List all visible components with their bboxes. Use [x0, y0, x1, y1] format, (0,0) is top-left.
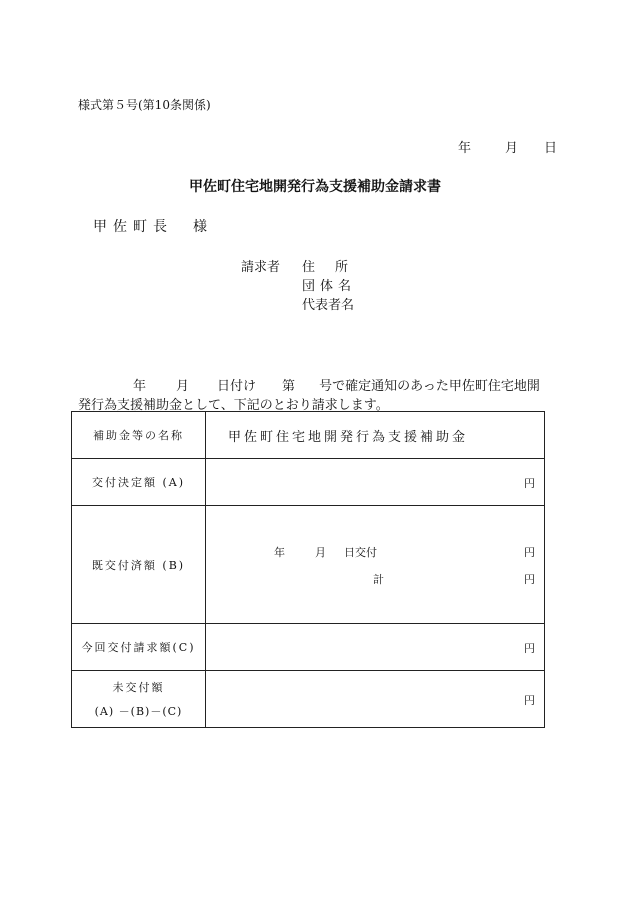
requester-label: 請求者	[241, 260, 281, 275]
decided-yen: 円	[524, 477, 535, 490]
address-label: 住所	[302, 260, 369, 275]
decided-amount-label: 交付決定額 (A)	[72, 459, 206, 506]
document-title: 甲佐町住宅地開発行為支援補助金請求書	[189, 179, 441, 195]
paid-yen-1: 円	[524, 546, 535, 559]
unpaid-amount-cell[interactable]	[206, 671, 545, 728]
table-row-paid-amount	[72, 506, 545, 624]
unpaid-amount-formula: (A) －(B)－(C)	[94, 705, 183, 718]
subsidy-name-value: 甲佐町住宅地開発行為支援補助金	[206, 412, 545, 459]
paid-month: 月	[315, 546, 326, 559]
table-row-request-amount	[72, 624, 545, 671]
group-name-label: 団体名	[302, 279, 357, 294]
paid-year: 年	[274, 546, 285, 559]
representative-label: 代表者名	[302, 298, 355, 313]
body-text-line-2: 発行為支援補助金として、下記のとおり請求します。	[78, 398, 389, 413]
subsidy-name-label: 補助金等の名称	[72, 412, 206, 459]
claim-table	[71, 411, 545, 728]
request-amount-cell[interactable]	[206, 624, 545, 671]
unpaid-amount-label-cell	[72, 671, 206, 728]
body-text-line-1	[133, 375, 540, 394]
body-year: 年	[133, 379, 147, 394]
date-year: 年	[458, 141, 472, 156]
request-amount-label: 今回交付請求額(C)	[72, 624, 206, 671]
table-row-subsidy-name	[72, 412, 545, 459]
paid-yen-2: 円	[524, 573, 535, 586]
decided-amount-cell[interactable]	[206, 459, 545, 506]
paid-amount-label: 既交付済額 (B)	[72, 506, 206, 624]
addressee-name: 甲佐町長	[93, 219, 173, 235]
form-number: 様式第５号(第10条関係)	[78, 98, 211, 112]
table-row-decided-amount	[72, 459, 545, 506]
addressee	[93, 216, 213, 236]
paid-day: 日交付	[344, 546, 377, 559]
date-month: 月	[505, 141, 519, 156]
body-dai: 第	[282, 379, 296, 394]
request-yen: 円	[524, 642, 535, 655]
unpaid-amount-label: 未交付額	[112, 681, 165, 694]
body-month: 月	[176, 379, 190, 394]
body-day-dated: 日付け	[217, 379, 257, 394]
addressee-honorific: 様	[193, 219, 213, 235]
date-line	[458, 137, 557, 156]
paid-amount-cell[interactable]	[206, 506, 545, 624]
body-line1-tail: 号で確定通知のあった甲佐町住宅地開	[319, 379, 540, 394]
date-day: 日	[544, 141, 558, 156]
paid-date-line	[274, 544, 377, 560]
paid-total-label: 計	[373, 573, 384, 586]
unpaid-yen: 円	[524, 694, 535, 707]
table-row-unpaid-amount	[72, 671, 545, 728]
